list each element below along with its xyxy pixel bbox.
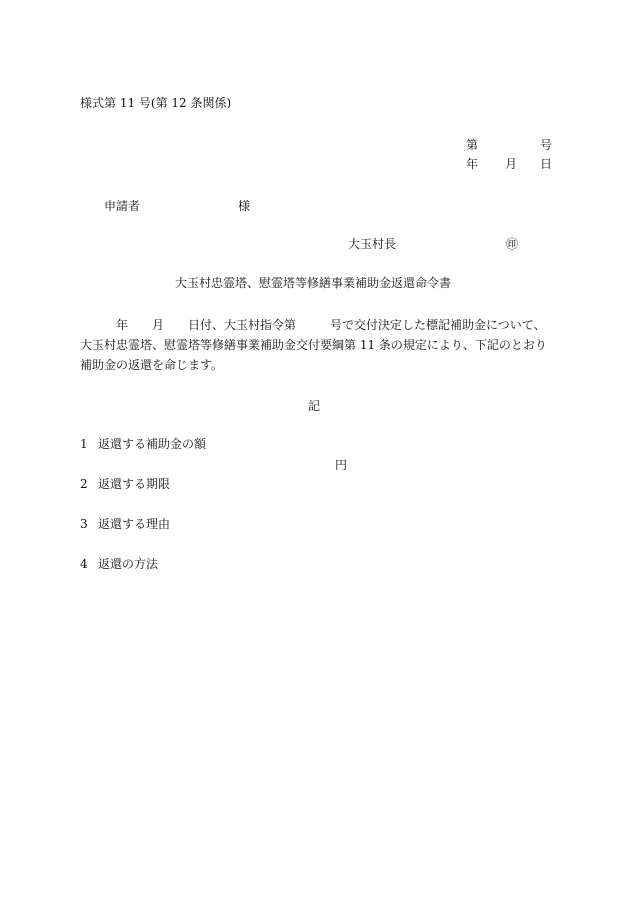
item-number: 4 bbox=[80, 557, 88, 571]
body-after-number: 号で交付決定した標記補助金について、 bbox=[330, 318, 546, 332]
body-day-text: 日付、大玉村指令第 bbox=[188, 318, 297, 332]
item-label: 返還する補助金の額 bbox=[98, 437, 207, 451]
applicant-honorific: 様 bbox=[238, 199, 251, 213]
item-label: 返還の方法 bbox=[98, 557, 159, 571]
list-item bbox=[80, 477, 170, 491]
body-line-3: 補助金の返還を命じます。 bbox=[80, 358, 224, 372]
item-label: 返還する期限 bbox=[98, 477, 171, 491]
applicant-label: 申請者 bbox=[104, 199, 141, 213]
item-number: 3 bbox=[80, 517, 88, 531]
document-number-prefix: 第 bbox=[466, 138, 479, 152]
body-month-label: 月 bbox=[152, 318, 165, 332]
seal-mark: ㊞ bbox=[506, 237, 519, 251]
list-item bbox=[80, 437, 206, 451]
body-year-label: 年 bbox=[116, 318, 129, 332]
body-line-2: 大玉村忠霊塔、慰霊塔等修繕事業補助金交付要綱第 11 条の規定により、下記のとおり bbox=[80, 338, 547, 352]
item-number: 2 bbox=[80, 477, 88, 491]
document-number-suffix: 号 bbox=[540, 138, 553, 152]
list-item bbox=[80, 517, 170, 531]
item-label: 返還する理由 bbox=[98, 517, 171, 531]
item-number: 1 bbox=[80, 437, 88, 451]
issuer-title: 大玉村長 bbox=[348, 237, 397, 251]
form-number: 様式第 11 号(第 12 条関係) bbox=[80, 96, 232, 110]
date-day-label: 日 bbox=[540, 157, 553, 171]
date-year-label: 年 bbox=[466, 157, 479, 171]
body-line-1 bbox=[80, 318, 546, 332]
document-title: 大玉村忠霊塔、慰霊塔等修繕事業補助金返還命令書 bbox=[175, 276, 452, 290]
yen-unit: 円 bbox=[335, 458, 348, 472]
list-item bbox=[80, 557, 158, 571]
date-month-label: 月 bbox=[505, 157, 518, 171]
ki-label: 記 bbox=[308, 399, 321, 413]
